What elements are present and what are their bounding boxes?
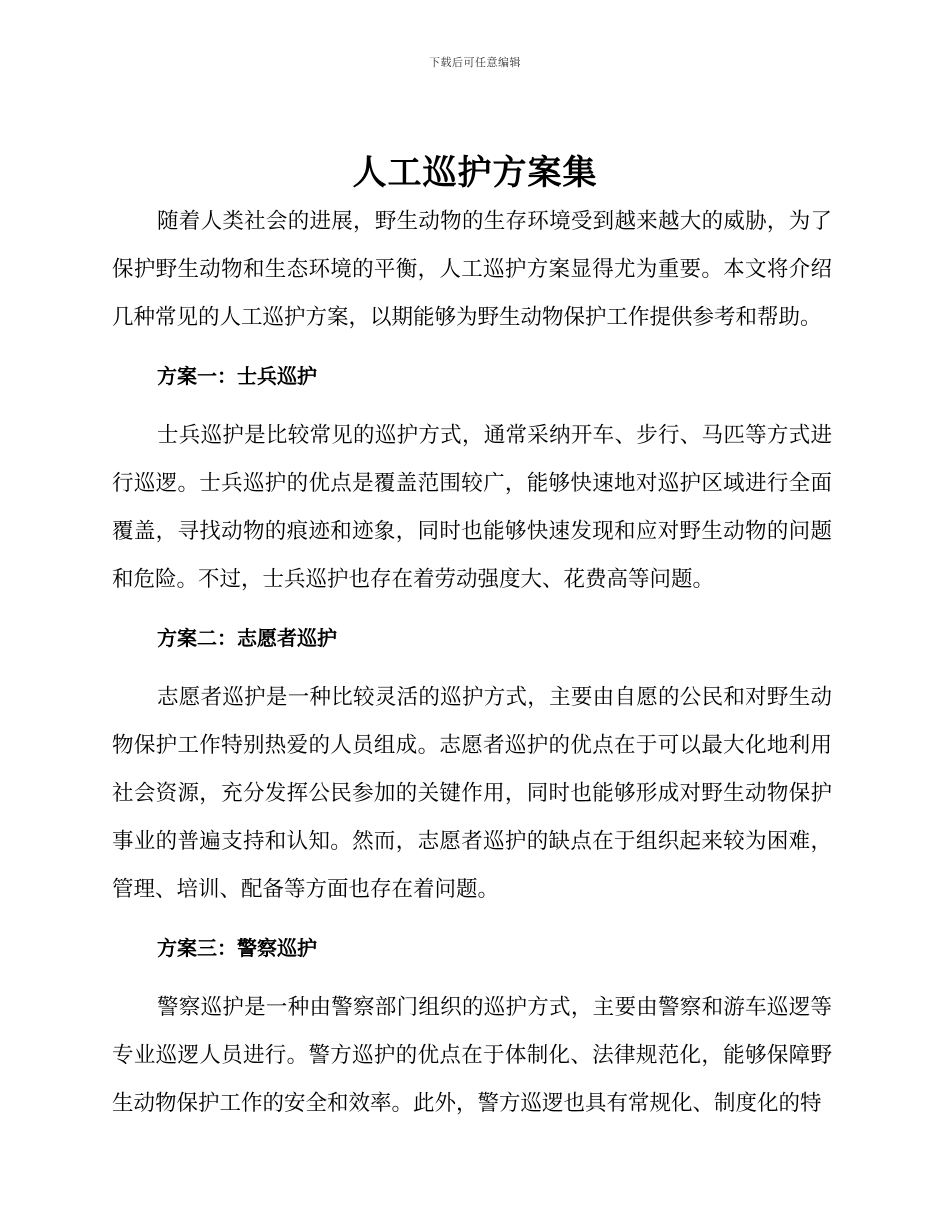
section-heading-2: 方案二：志愿者巡护: [157, 626, 337, 650]
section-body-2: 志愿者巡护是一种比较灵活的巡护方式，主要由自愿的公民和对野生动物保护工作特别热爱的人员组成。志愿者巡护的优点在于可以最大化地利用社会资源，充分发挥公民参加的关键作用，同时也能够形成对野生动物保护事业的普遍支持和认知。然而，志愿者巡护的缺点在于组织起来较为困难，管理、培训、配备等方面也存在着问题。: [112, 685, 832, 902]
section-heading-1: 方案一：士兵巡护: [157, 364, 317, 388]
header-note: 下载后可任意编辑: [429, 56, 521, 69]
section-body-3: 警察巡护是一种由警察部门组织的巡护方式，主要由警察和游车巡逻等专业巡逻人员进行。警方巡护的优点在于体制化、法律规范化，能够保障野生动物保护工作的安全和效率。此外，警方巡逻也具有常规化、制度化的特: [112, 995, 832, 1116]
document-body: [112, 198, 832, 1128]
page-title: 人工巡护方案集: [352, 153, 598, 193]
intro-paragraph: 随着人类社会的进展，野生动物的生存环境受到越来越大的威胁，为了保护野生动物和生态环境的平衡，人工巡护方案显得尤为重要。本文将介绍几种常见的人工巡护方案，以期能够为野生动物保护工作提供参考和帮助。: [112, 209, 832, 330]
section-body-1: 士兵巡护是比较常见的巡护方式，通常采纳开车、步行、马匹等方式进行巡逻。士兵巡护的优点是覆盖范围较广，能够快速地对巡护区域进行全面覆盖，寻找动物的痕迹和迹象，同时也能够快速发现和应对野生动物的问题和危险。不过，士兵巡护也存在着劳动强度大、花费高等问题。: [112, 423, 832, 592]
section-heading-3: 方案三：警察巡护: [157, 936, 317, 960]
